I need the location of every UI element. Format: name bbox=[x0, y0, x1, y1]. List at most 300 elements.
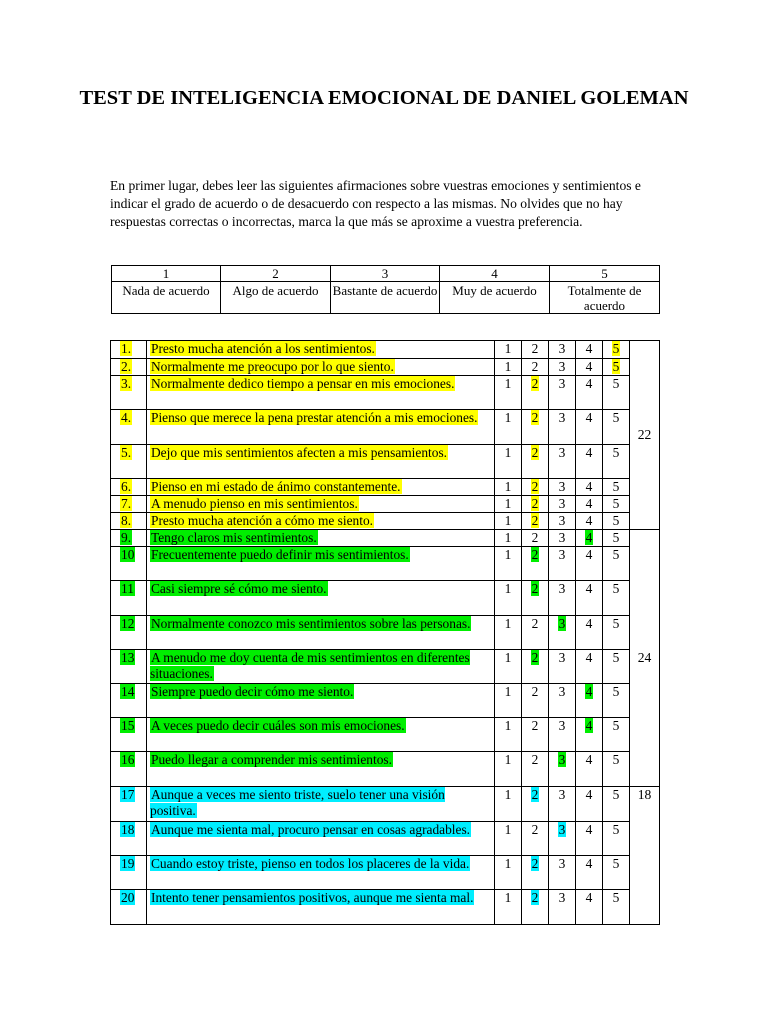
answer-option-cell bbox=[603, 856, 630, 890]
scale-label: Totalmente de acuerdo bbox=[550, 282, 660, 314]
item-text-cell bbox=[147, 718, 495, 752]
answer-option-cell bbox=[603, 547, 630, 581]
item-number: 8. bbox=[121, 513, 132, 528]
group-total: 22 bbox=[630, 341, 660, 530]
item-text-cell bbox=[147, 787, 495, 822]
scale-label: Bastante de acuerdo bbox=[331, 282, 440, 314]
answer-option[interactable]: 5 bbox=[612, 718, 620, 733]
item-number-cell bbox=[111, 547, 147, 581]
answer-option[interactable]: 4 bbox=[585, 359, 593, 374]
answer-option-cell bbox=[549, 513, 576, 530]
item-row bbox=[111, 513, 660, 530]
item-text-cell bbox=[147, 341, 495, 359]
item-row bbox=[111, 787, 660, 822]
answer-option-cell bbox=[549, 496, 576, 513]
answer-option[interactable]: 5 bbox=[612, 445, 620, 460]
answer-option[interactable]: 1 bbox=[504, 581, 512, 596]
item-row bbox=[111, 496, 660, 513]
item-number: 15 bbox=[121, 718, 135, 733]
item-text-cell bbox=[147, 581, 495, 616]
answer-option-cell bbox=[576, 513, 603, 530]
item-number-cell bbox=[111, 359, 147, 376]
answer-option-cell bbox=[603, 376, 630, 410]
answer-option-cell bbox=[549, 616, 576, 650]
item-number: 4. bbox=[121, 410, 132, 425]
answer-option-cell bbox=[549, 410, 576, 445]
item-text: Pienso que merece la pena prestar atención a mis emociones. bbox=[151, 410, 478, 425]
selected-answer[interactable]: 2 bbox=[531, 410, 539, 425]
answer-option-cell bbox=[549, 684, 576, 718]
answer-option-cell bbox=[495, 479, 522, 496]
answer-option-cell bbox=[495, 890, 522, 925]
answer-option-cell bbox=[576, 410, 603, 445]
answer-option[interactable]: 1 bbox=[504, 547, 512, 562]
answer-option-cell bbox=[495, 530, 522, 547]
item-row bbox=[111, 684, 660, 718]
item-number-cell bbox=[111, 822, 147, 856]
item-number: 10 bbox=[121, 547, 135, 562]
selected-answer[interactable]: 4 bbox=[585, 718, 593, 733]
selected-answer[interactable]: 2 bbox=[531, 581, 539, 596]
answer-option-cell bbox=[549, 547, 576, 581]
selected-answer[interactable]: 2 bbox=[531, 445, 539, 460]
item-row bbox=[111, 890, 660, 925]
answer-option-cell bbox=[549, 890, 576, 925]
scale-number: 1 bbox=[112, 266, 221, 282]
answer-option[interactable]: 1 bbox=[504, 650, 512, 665]
answer-option[interactable]: 1 bbox=[504, 513, 512, 528]
answer-option[interactable]: 5 bbox=[612, 616, 620, 631]
item-text: Normalmente conozco mis sentimientos sobre las personas. bbox=[151, 616, 471, 631]
answer-option[interactable]: 5 bbox=[612, 787, 620, 802]
item-number-cell bbox=[111, 787, 147, 822]
item-row bbox=[111, 822, 660, 856]
item-number-cell bbox=[111, 445, 147, 479]
item-text: Aunque me sienta mal, procuro pensar en cosas agradables. bbox=[151, 822, 471, 837]
answer-option[interactable]: 3 bbox=[558, 890, 566, 905]
selected-answer[interactable]: 2 bbox=[531, 650, 539, 665]
answer-option-cell bbox=[549, 581, 576, 616]
answer-option[interactable]: 4 bbox=[585, 752, 593, 767]
item-text: A menudo me doy cuenta de mis sentimientos en diferentes situaciones. bbox=[150, 650, 470, 681]
answer-option-cell bbox=[522, 890, 549, 925]
item-text-cell bbox=[147, 359, 495, 376]
answer-option-cell bbox=[522, 787, 549, 822]
answer-option[interactable]: 4 bbox=[585, 496, 593, 511]
answer-option-cell bbox=[495, 822, 522, 856]
selected-answer[interactable]: 2 bbox=[531, 787, 539, 802]
answer-option-cell bbox=[603, 890, 630, 925]
item-number-cell bbox=[111, 479, 147, 496]
item-text-cell bbox=[147, 376, 495, 410]
selected-answer[interactable]: 5 bbox=[612, 341, 620, 356]
answer-option[interactable]: 5 bbox=[612, 684, 620, 699]
item-text-cell bbox=[147, 890, 495, 925]
answer-option[interactable]: 3 bbox=[558, 581, 566, 596]
item-text-cell bbox=[147, 752, 495, 787]
answer-option-cell bbox=[549, 341, 576, 359]
answer-option-cell bbox=[576, 718, 603, 752]
item-text: Normalmente dedico tiempo a pensar en mis emociones. bbox=[151, 376, 455, 391]
item-number: 1. bbox=[121, 341, 132, 356]
scale-table bbox=[111, 265, 660, 314]
answer-option[interactable]: 3 bbox=[558, 479, 566, 494]
answer-option-cell bbox=[522, 856, 549, 890]
answer-option-cell bbox=[495, 376, 522, 410]
answer-option-cell bbox=[603, 479, 630, 496]
answer-option-cell bbox=[549, 650, 576, 684]
answer-option[interactable]: 4 bbox=[585, 376, 593, 391]
selected-answer[interactable]: 2 bbox=[531, 376, 539, 391]
item-row bbox=[111, 479, 660, 496]
answer-option-cell bbox=[495, 856, 522, 890]
answer-option[interactable]: 5 bbox=[612, 856, 620, 871]
item-number-cell bbox=[111, 890, 147, 925]
answer-option[interactable]: 3 bbox=[558, 547, 566, 562]
item-number: 16 bbox=[121, 752, 135, 767]
items-body bbox=[111, 341, 660, 925]
answer-option[interactable]: 4 bbox=[585, 479, 593, 494]
answer-option-cell bbox=[603, 616, 630, 650]
answer-option[interactable]: 5 bbox=[612, 410, 620, 425]
answer-option-cell bbox=[522, 513, 549, 530]
answer-option[interactable]: 2 bbox=[531, 718, 539, 733]
item-number: 11 bbox=[121, 581, 134, 596]
answer-option[interactable]: 1 bbox=[504, 616, 512, 631]
answer-option-cell bbox=[522, 822, 549, 856]
item-text: Dejo que mis sentimientos afecten a mis pensamientos. bbox=[151, 445, 448, 460]
item-number: 18 bbox=[121, 822, 135, 837]
answer-option[interactable]: 5 bbox=[612, 547, 620, 562]
selected-answer[interactable]: 3 bbox=[558, 752, 566, 767]
answer-option-cell bbox=[576, 752, 603, 787]
item-number-cell bbox=[111, 513, 147, 530]
answer-option-cell bbox=[495, 616, 522, 650]
selected-answer[interactable]: 2 bbox=[531, 513, 539, 528]
answer-option-cell bbox=[522, 530, 549, 547]
item-text: Casi siempre sé cómo me siento. bbox=[151, 581, 327, 596]
item-number-cell bbox=[111, 718, 147, 752]
answer-option[interactable]: 1 bbox=[504, 718, 512, 733]
item-text-cell bbox=[147, 410, 495, 445]
answer-option-cell bbox=[495, 684, 522, 718]
group-total: 24 bbox=[630, 530, 660, 787]
item-number: 14 bbox=[121, 684, 135, 699]
item-number-cell bbox=[111, 376, 147, 410]
item-text-cell bbox=[147, 856, 495, 890]
answer-option-cell bbox=[495, 513, 522, 530]
answer-option-cell bbox=[549, 752, 576, 787]
item-row bbox=[111, 856, 660, 890]
answer-option-cell bbox=[603, 530, 630, 547]
item-row bbox=[111, 547, 660, 581]
item-number: 17 bbox=[121, 787, 135, 802]
item-row bbox=[111, 359, 660, 376]
answer-option-cell bbox=[549, 359, 576, 376]
answer-option[interactable]: 1 bbox=[504, 530, 512, 545]
item-row bbox=[111, 530, 660, 547]
answer-option-cell bbox=[522, 496, 549, 513]
answer-option[interactable]: 3 bbox=[558, 341, 566, 356]
answer-option[interactable]: 5 bbox=[612, 581, 620, 596]
answer-option[interactable]: 4 bbox=[585, 890, 593, 905]
answer-option-cell bbox=[576, 479, 603, 496]
answer-option[interactable]: 3 bbox=[558, 856, 566, 871]
answer-option-cell bbox=[603, 787, 630, 822]
answer-option[interactable]: 5 bbox=[612, 890, 620, 905]
answer-option[interactable]: 5 bbox=[612, 513, 620, 528]
selected-answer[interactable]: 3 bbox=[558, 822, 566, 837]
item-text-cell bbox=[147, 445, 495, 479]
items-table bbox=[110, 340, 660, 925]
item-number: 20 bbox=[121, 890, 135, 905]
answer-option[interactable]: 1 bbox=[504, 359, 512, 374]
answer-option[interactable]: 4 bbox=[585, 410, 593, 425]
answer-option-cell bbox=[576, 376, 603, 410]
item-number: 7. bbox=[121, 496, 132, 511]
answer-option[interactable]: 2 bbox=[531, 530, 539, 545]
item-number-cell bbox=[111, 581, 147, 616]
answer-option[interactable]: 5 bbox=[612, 650, 620, 665]
answer-option[interactable]: 1 bbox=[504, 445, 512, 460]
answer-option[interactable]: 3 bbox=[558, 376, 566, 391]
answer-option[interactable]: 3 bbox=[558, 496, 566, 511]
answer-option-cell bbox=[495, 547, 522, 581]
scale-label: Algo de acuerdo bbox=[221, 282, 331, 314]
answer-option-cell bbox=[522, 616, 549, 650]
item-number: 6. bbox=[121, 479, 132, 494]
answer-option[interactable]: 1 bbox=[504, 856, 512, 871]
item-number-cell bbox=[111, 496, 147, 513]
answer-option-cell bbox=[522, 410, 549, 445]
item-text: Frecuentemente puedo definir mis sentimientos. bbox=[151, 547, 409, 562]
answer-option-cell bbox=[603, 496, 630, 513]
item-number-cell bbox=[111, 530, 147, 547]
answer-option[interactable]: 4 bbox=[585, 822, 593, 837]
item-number: 5. bbox=[121, 445, 132, 460]
item-row bbox=[111, 650, 660, 684]
answer-option[interactable]: 2 bbox=[531, 341, 539, 356]
item-text-cell bbox=[147, 479, 495, 496]
answer-option[interactable]: 4 bbox=[585, 341, 593, 356]
selected-answer[interactable]: 4 bbox=[585, 684, 593, 699]
answer-option-cell bbox=[522, 581, 549, 616]
answer-option[interactable]: 2 bbox=[531, 752, 539, 767]
page-title: TEST DE INTELIGENCIA EMOCIONAL DE DANIEL GOLEMAN bbox=[79, 87, 689, 109]
answer-option[interactable]: 3 bbox=[558, 530, 566, 545]
answer-option-cell bbox=[522, 479, 549, 496]
answer-option-cell bbox=[603, 410, 630, 445]
answer-option[interactable]: 3 bbox=[558, 445, 566, 460]
answer-option[interactable]: 5 bbox=[612, 822, 620, 837]
item-row bbox=[111, 581, 660, 616]
item-number: 13 bbox=[121, 650, 135, 665]
intro-paragraph: En primer lugar, debes leer las siguientes afirmaciones sobre vuestras emociones y sentimientos e indicar el grado de acuerdo o de desacuerdo con respecto a las mismas. No olvides que no hay respuestas correctas o incorrectas, marca la que más se aproxime a vuestra preferencia. bbox=[110, 178, 641, 229]
answer-option-cell bbox=[495, 650, 522, 684]
answer-option[interactable]: 4 bbox=[585, 856, 593, 871]
answer-option-cell bbox=[576, 547, 603, 581]
answer-option-cell bbox=[576, 496, 603, 513]
group-total: 18 bbox=[630, 787, 660, 925]
scale-number: 2 bbox=[221, 266, 331, 282]
scale-number: 4 bbox=[440, 266, 550, 282]
answer-option[interactable]: 3 bbox=[558, 684, 566, 699]
scale-label: Nada de acuerdo bbox=[112, 282, 221, 314]
answer-option[interactable]: 1 bbox=[504, 684, 512, 699]
answer-option-cell bbox=[576, 530, 603, 547]
item-row bbox=[111, 718, 660, 752]
answer-option[interactable]: 4 bbox=[585, 616, 593, 631]
scale-number: 5 bbox=[550, 266, 660, 282]
item-number-cell bbox=[111, 616, 147, 650]
item-text: Siempre puedo decir cómo me siento. bbox=[151, 684, 354, 699]
answer-option[interactable]: 1 bbox=[504, 376, 512, 391]
item-number: 2. bbox=[121, 359, 132, 374]
item-number-cell bbox=[111, 856, 147, 890]
answer-option[interactable]: 3 bbox=[558, 718, 566, 733]
selected-answer[interactable]: 2 bbox=[531, 479, 539, 494]
answer-option-cell bbox=[495, 581, 522, 616]
item-text-cell bbox=[147, 547, 495, 581]
answer-option[interactable]: 4 bbox=[585, 581, 593, 596]
answer-option-cell bbox=[549, 445, 576, 479]
answer-option-cell bbox=[576, 341, 603, 359]
item-number-cell bbox=[111, 341, 147, 359]
answer-option[interactable]: 4 bbox=[585, 650, 593, 665]
item-number: 12 bbox=[121, 616, 135, 631]
answer-option[interactable]: 2 bbox=[531, 616, 539, 631]
answer-option-cell bbox=[603, 752, 630, 787]
item-text: A veces puedo decir cuáles son mis emociones. bbox=[151, 718, 405, 733]
answer-option[interactable]: 4 bbox=[585, 445, 593, 460]
answer-option[interactable]: 3 bbox=[558, 513, 566, 528]
answer-option[interactable]: 1 bbox=[504, 341, 512, 356]
answer-option-cell bbox=[576, 616, 603, 650]
answer-option[interactable]: 5 bbox=[612, 752, 620, 767]
item-number: 3. bbox=[121, 376, 132, 391]
answer-option[interactable]: 5 bbox=[612, 530, 620, 545]
answer-option-cell bbox=[576, 445, 603, 479]
answer-option[interactable]: 3 bbox=[558, 650, 566, 665]
item-text-cell bbox=[147, 616, 495, 650]
answer-option-cell bbox=[522, 684, 549, 718]
selected-answer[interactable]: 2 bbox=[531, 547, 539, 562]
answer-option-cell bbox=[603, 684, 630, 718]
answer-option-cell bbox=[495, 752, 522, 787]
answer-option-cell bbox=[522, 341, 549, 359]
answer-option-cell bbox=[549, 856, 576, 890]
answer-option-cell bbox=[603, 650, 630, 684]
answer-option-cell bbox=[576, 890, 603, 925]
answer-option-cell bbox=[495, 496, 522, 513]
answer-option-cell bbox=[603, 822, 630, 856]
item-text: Pienso en mi estado de ánimo constantemente. bbox=[151, 479, 401, 494]
answer-option-cell bbox=[603, 718, 630, 752]
answer-option-cell bbox=[576, 359, 603, 376]
answer-option[interactable]: 1 bbox=[504, 479, 512, 494]
selected-answer[interactable]: 5 bbox=[612, 359, 620, 374]
item-row bbox=[111, 752, 660, 787]
answer-option-cell bbox=[576, 581, 603, 616]
item-text: Cuando estoy triste, pienso en todos los placeres de la vida. bbox=[151, 856, 470, 871]
answer-option-cell bbox=[576, 787, 603, 822]
selected-answer[interactable]: 4 bbox=[585, 530, 593, 545]
answer-option-cell bbox=[603, 359, 630, 376]
selected-answer[interactable]: 3 bbox=[558, 616, 566, 631]
answer-option-cell bbox=[495, 445, 522, 479]
item-text-cell bbox=[147, 822, 495, 856]
item-number-cell bbox=[111, 650, 147, 684]
answer-option[interactable]: 5 bbox=[612, 496, 620, 511]
item-number: 19 bbox=[121, 856, 135, 871]
item-text: Aunque a veces me siento triste, suelo tener una visión positiva. bbox=[150, 787, 445, 818]
answer-option[interactable]: 2 bbox=[531, 822, 539, 837]
item-row bbox=[111, 376, 660, 410]
item-text-cell bbox=[147, 513, 495, 530]
selected-answer[interactable]: 2 bbox=[531, 496, 539, 511]
answer-option-cell bbox=[549, 376, 576, 410]
answer-option[interactable]: 2 bbox=[531, 359, 539, 374]
answer-option[interactable]: 1 bbox=[504, 410, 512, 425]
item-text-cell bbox=[147, 530, 495, 547]
item-text: Intento tener pensamientos positivos, aunque me sienta mal. bbox=[151, 890, 474, 905]
answer-option[interactable]: 3 bbox=[558, 410, 566, 425]
answer-option[interactable]: 3 bbox=[558, 787, 566, 802]
answer-option[interactable]: 1 bbox=[504, 890, 512, 905]
answer-option-cell bbox=[495, 718, 522, 752]
answer-option[interactable]: 1 bbox=[504, 787, 512, 802]
answer-option-cell bbox=[603, 513, 630, 530]
answer-option-cell bbox=[549, 787, 576, 822]
answer-option-cell bbox=[549, 530, 576, 547]
answer-option-cell bbox=[522, 752, 549, 787]
selected-answer[interactable]: 2 bbox=[531, 890, 539, 905]
answer-option-cell bbox=[522, 650, 549, 684]
answer-option[interactable]: 4 bbox=[585, 787, 593, 802]
scale-number: 3 bbox=[331, 266, 440, 282]
item-row bbox=[111, 410, 660, 445]
answer-option-cell bbox=[603, 581, 630, 616]
answer-option[interactable]: 2 bbox=[531, 684, 539, 699]
answer-option[interactable]: 5 bbox=[612, 376, 620, 391]
answer-option-cell bbox=[522, 359, 549, 376]
answer-option-cell bbox=[603, 445, 630, 479]
answer-option[interactable]: 3 bbox=[558, 359, 566, 374]
item-text: Presto mucha atención a cómo me siento. bbox=[151, 513, 373, 528]
answer-option[interactable]: 5 bbox=[612, 479, 620, 494]
answer-option[interactable]: 1 bbox=[504, 822, 512, 837]
answer-option-cell bbox=[522, 376, 549, 410]
item-text-cell bbox=[147, 684, 495, 718]
answer-option-cell bbox=[576, 650, 603, 684]
item-text: Normalmente me preocupo por lo que siento. bbox=[151, 359, 394, 374]
selected-answer[interactable]: 2 bbox=[531, 856, 539, 871]
answer-option-cell bbox=[603, 341, 630, 359]
answer-option-cell bbox=[549, 718, 576, 752]
answer-option[interactable]: 4 bbox=[585, 547, 593, 562]
answer-option-cell bbox=[576, 822, 603, 856]
item-text: Tengo claros mis sentimientos. bbox=[151, 530, 317, 545]
answer-option-cell bbox=[495, 359, 522, 376]
answer-option[interactable]: 1 bbox=[504, 752, 512, 767]
answer-option-cell bbox=[522, 445, 549, 479]
answer-option-cell bbox=[549, 822, 576, 856]
answer-option[interactable]: 4 bbox=[585, 513, 593, 528]
answer-option[interactable]: 1 bbox=[504, 496, 512, 511]
answer-option-cell bbox=[576, 856, 603, 890]
item-row bbox=[111, 616, 660, 650]
item-number-cell bbox=[111, 410, 147, 445]
